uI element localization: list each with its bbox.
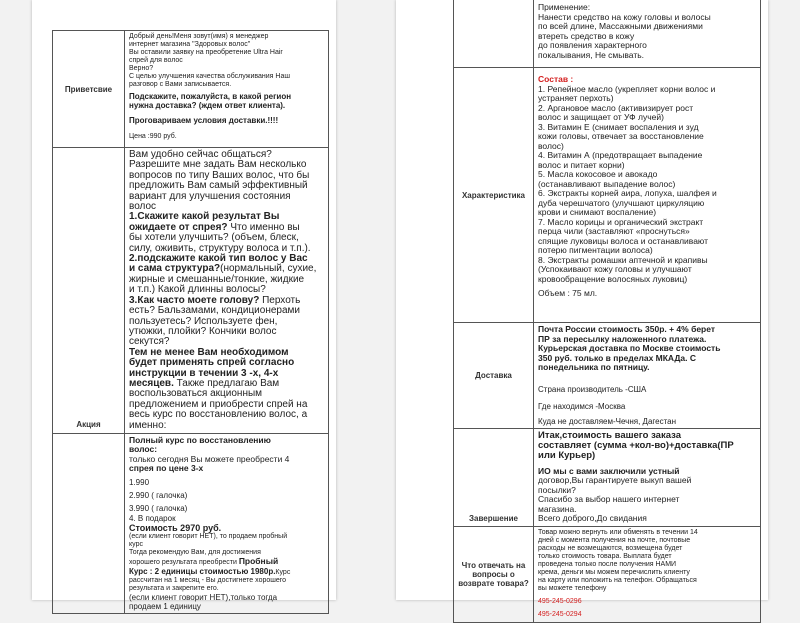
ingredient-line: дуба черешчатого (улучшают циркуляцию [538, 197, 705, 208]
course-line: Тогда рекомендую Вам, для достижения [129, 548, 261, 556]
returns-label: Что отвечать на вопросы о возврате товара? [454, 526, 534, 622]
course-item: 3.990 ( галочка) [129, 503, 188, 513]
greeting-line: Добрый день!Меня зовут(имя) я менеджер [129, 33, 269, 40]
promo-line: бы хотели улучшить? (объем, блеск, [129, 232, 299, 244]
course-line: Курс [275, 568, 291, 576]
promo-emphasis: будет применять спрей согласно [129, 357, 295, 369]
usage-line: Нанести средство на кожу головы и волосы [538, 11, 711, 22]
ingredient-line: (Успокаивают кожу головы и улучшают [538, 264, 692, 274]
closing-cell [534, 428, 761, 526]
ingredient-line: волос) [538, 140, 564, 151]
closing-line: ИО мы с вами заключили устный [538, 465, 680, 476]
table-row-closing [454, 428, 761, 526]
course-line: Полный курс по восстановлению [129, 434, 271, 445]
ingredient-line: потерю пигментации волоса) [538, 245, 653, 255]
delivery-line: ПР за пересылку наложенного платежа. [538, 333, 707, 344]
delivery-info: Где находимся -Москва [538, 401, 626, 411]
returns-line: только стоимость товара. Выплата будет [538, 552, 672, 560]
usage-line: Применение: [538, 2, 591, 12]
script-table-right [453, 0, 761, 623]
returns-line: расходы не возмещаются, возмещена будет [538, 544, 683, 552]
characteristics-cell [534, 68, 761, 323]
closing-line: договор,Вы гарантируете выкуп вашей [538, 475, 692, 485]
composition-title: Состав : [538, 74, 574, 84]
table-row-usage [454, 0, 761, 68]
promo-question: ожидаете от спрея? [129, 221, 228, 233]
course-label-cell [53, 433, 125, 613]
closing-line: составляет (сумма +кол-во)+доставка(ПР [538, 439, 734, 451]
promo-line: жирные и смешанные/тонкие, жидкие [129, 273, 305, 285]
ingredient-line: 1. Репейное масло (укрепляет корни волос и [538, 83, 716, 94]
returns-cell [534, 526, 761, 622]
characteristics-label: Характеристика [454, 68, 534, 323]
promo-line: (нормальный, сухие, [220, 263, 317, 275]
course-line: рассчитан на 1 месяц - Вы достигнете хорошего [129, 576, 287, 584]
greeting-line: С целью улучшения качества обслуживания Наш [129, 73, 290, 80]
table-row-greeting [53, 31, 329, 148]
course-trial: 2 единицы стоимостью 1980р. [152, 566, 276, 576]
greeting-line: интернет магазина "Здоровых волос" [129, 41, 251, 48]
promo-line: силу, оживить, структуру волоса и т.п.). [129, 242, 311, 254]
course-item: 2.990 ( галочка) [129, 490, 188, 500]
usage-line: до появления характерного [538, 40, 647, 50]
promo-cell [125, 148, 329, 434]
greeting-line: Вы оставили заявку на преобретение Ultra Hair [129, 49, 283, 56]
right-document-page [396, 0, 768, 618]
delivery-info: Куда не доставляем-Чечня, Дагестан [538, 416, 677, 426]
promo-emphasis: Тем не менее Вам необходимом [129, 346, 289, 358]
returns-line: вы можете телефону [538, 584, 607, 592]
promo-question: и сама структура? [129, 263, 221, 275]
left-document-page [32, 0, 336, 611]
ingredient-line: 3. Витамин Е (снимает воспаления и зуд [538, 121, 699, 132]
returns-line: крема, деньги мы можем перечислить клиенту [538, 568, 690, 576]
usage-cell [534, 0, 761, 68]
greeting-line: Подскажите, пожалуйста, в какой регион [129, 92, 292, 101]
course-item: 1.990 [129, 477, 150, 487]
closing-line: магазина. [538, 503, 577, 514]
promo-question: 1.Скажите какой результат Вы [129, 211, 280, 223]
promo-emphasis: месяцев. [129, 377, 174, 389]
ingredient-line: волос и питает корни) [538, 159, 625, 170]
usage-line: втереть средство в кожу [538, 30, 635, 41]
ingredient-line: 5. Масла кокосовое и авокадо [538, 169, 658, 179]
promo-line: весь курс по восстановлению волос, а [129, 409, 308, 421]
price-line: Цена :990 руб. [129, 133, 177, 140]
course-cell [125, 433, 329, 613]
delivery-cell [534, 323, 761, 429]
ingredient-line: крови и снимают воспаление) [538, 207, 657, 217]
greeting-line: Проговариваем условия доставки.!!!! [129, 116, 279, 125]
returns-line: на карту или положить на телефон. Обращаться [538, 576, 697, 584]
ingredient-line: волос и защищает от УФ лучей) [538, 112, 664, 122]
promo-line: Разрешите мне задать Вам несколько [129, 159, 307, 171]
closing-line: посылки? [538, 484, 576, 495]
table-row-returns [454, 526, 761, 622]
promo-line: именно: [129, 419, 167, 431]
promo-line: Что именно вы [227, 221, 300, 233]
greeting-line: спрей для волос [129, 57, 183, 64]
promo-line: предложить Вам самый эффективный [129, 180, 308, 192]
table-row-characteristics [454, 68, 761, 323]
promo-line: воспользоваться акционным [129, 388, 263, 400]
returns-line: Товар можно вернуть или обменять в течении 14 [538, 528, 698, 536]
ingredient-line: 2. Аргановое масло (активизирует рост [538, 102, 694, 113]
delivery-line: Курьерская доставка по Москве стоимость [538, 343, 721, 353]
promo-label: Акция [53, 148, 125, 434]
delivery-label: Доставка [454, 323, 534, 429]
volume-line: Объем : 75 мл. [538, 288, 598, 298]
promo-line: пользуетесь? Используете фен, [129, 315, 278, 327]
ingredient-line: 7. Масло корицы и органический экстракт [538, 216, 704, 227]
promo-line: секутся? [129, 336, 170, 348]
closing-line: или Курьер) [538, 449, 596, 461]
greeting-line: нужна доставка? (ждем ответ клиента). [129, 101, 286, 110]
ingredient-line: кожи головы, отвечает за восстановление [538, 131, 704, 141]
promo-question: 3.Как часто моете голову? [129, 294, 260, 306]
table-row-promo [53, 148, 329, 434]
usage-line: по всей длине, Массажными движениями [538, 21, 703, 31]
course-line: продаем 1 единицу [129, 601, 201, 611]
ingredient-line: устраняет перхоть) [538, 93, 614, 103]
course-trial: Пробный [238, 555, 279, 566]
course-total: Стоимость 2970 руб. [129, 522, 222, 533]
delivery-line: Почта России стоимость 350р. + 4% берет [538, 324, 716, 334]
phone-number: 495-245-0294 [538, 610, 582, 618]
delivery-line: 350 руб. только в пределах МКАДа. С [538, 352, 697, 363]
script-table-left [52, 30, 329, 614]
promo-emphasis: инструкции в течении 3 -х, 4-х [129, 367, 279, 379]
returns-line: проведена только после получения НАМИ [538, 560, 677, 568]
greeting-label: Приветсвие [53, 31, 125, 148]
ingredient-line: 6. Экстракты корней аира, лопуха, шалфея и [538, 188, 717, 198]
promo-line: предложением и приобрести спрей на [129, 398, 308, 410]
course-line: спрея по цене 3-х [129, 463, 204, 474]
phone-number: 495-245-0296 [538, 597, 582, 605]
course-line: (если клиент говорит НЕТ),только тогда [129, 592, 278, 602]
closing-line: Итак,стоимость вашего заказа [538, 429, 681, 441]
ingredient-line: (останавливают выпадение волос) [538, 178, 676, 189]
course-line: курс [129, 540, 143, 548]
promo-question: 2.подскажите какой тип волос у Вас [129, 253, 308, 265]
table-row-delivery [454, 323, 761, 429]
closing-line: Спасибо за выбор нашего интернет [538, 494, 680, 504]
promo-line: волос [129, 201, 157, 213]
course-line: (если клиент говорит НЕТ), то продаем пробный [129, 532, 288, 540]
usage-label-cell [454, 0, 534, 68]
promo-line: Вам удобно сейчас общаться? [129, 149, 272, 160]
delivery-info: Страна производитель -США [538, 384, 647, 394]
ingredient-line: перца чили (заставляют «проснуться» [538, 226, 690, 236]
returns-line: дней с момента получения на почте, почтовые [538, 536, 691, 544]
table-row-course [53, 433, 329, 613]
closing-line: Всего доброго,До свидания [538, 513, 647, 523]
promo-line: Также предлагаю Вам [173, 377, 280, 389]
greeting-line: Верно? [129, 65, 154, 72]
promo-line: утюжки, плойки? Кончики волос [129, 325, 277, 337]
greeting-cell [125, 31, 329, 148]
course-line: результата и закрепите его. [129, 584, 219, 592]
closing-label: Завершение [454, 428, 534, 526]
usage-line: покалывания, Не смывать. [538, 49, 645, 60]
course-item: 4. В подарок [129, 513, 176, 523]
course-line: хорошего результата преобрести [129, 558, 239, 566]
ingredient-line: кровообращение волосяных луковиц) [538, 273, 688, 284]
delivery-line: понедельника по пятницу. [538, 362, 650, 372]
course-line: волос: [129, 444, 158, 455]
greeting-line: разговор с Вами записывается. [129, 81, 232, 88]
promo-line: вариант для улучшения состояния [129, 190, 291, 202]
ingredient-line: 8. Экстракты ромашки аптечной и крапивы [538, 254, 708, 265]
promo-line: Перхоть [259, 294, 301, 306]
course-trial: Курс : [129, 566, 153, 576]
promo-line: есть? Бальзамами, кондиционерами [129, 305, 300, 317]
ingredient-line: 4. Витамин А (предотвращает выпадение [538, 150, 703, 160]
ingredient-line: спящие луковицы волоса и останавливают [538, 235, 709, 246]
course-line: только сегодня Вы можете преобрести 4 [129, 453, 290, 464]
promo-line: и т.п.) Какой длинны волосы? [129, 284, 266, 296]
promo-line: вопросов по типу Ваших волос, что бы [129, 169, 310, 181]
